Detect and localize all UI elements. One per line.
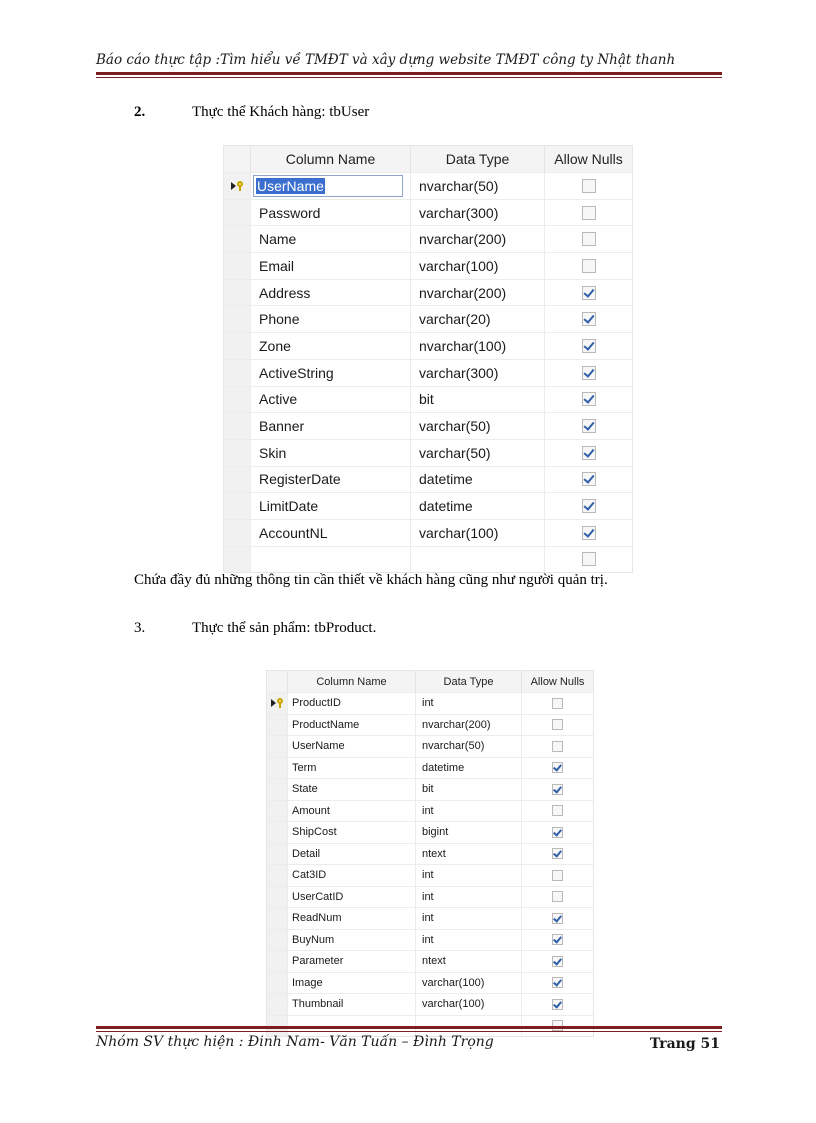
table-row[interactable] <box>267 757 593 779</box>
column-header-name[interactable]: Column Name <box>287 671 415 692</box>
data-type-cell[interactable] <box>410 547 544 573</box>
column-name-cell[interactable] <box>250 547 410 573</box>
data-type-cell[interactable]: varchar(100) <box>415 994 521 1015</box>
column-name-cell[interactable]: Cat3ID <box>287 865 415 886</box>
row-selector[interactable] <box>224 360 250 386</box>
column-name-cell[interactable]: ActiveString <box>250 360 410 386</box>
data-type-cell[interactable]: varchar(50) <box>410 440 544 466</box>
row-selector[interactable] <box>224 226 250 252</box>
row-selector[interactable] <box>267 736 287 757</box>
table-row[interactable] <box>224 172 632 199</box>
data-type-cell[interactable]: nvarchar(200) <box>415 715 521 736</box>
data-type-cell[interactable]: varchar(300) <box>410 360 544 386</box>
primary-key-icon <box>271 698 284 708</box>
table-body <box>267 692 593 1036</box>
allow-nulls-checkbox[interactable] <box>582 179 596 193</box>
column-header-nulls[interactable]: Allow Nulls <box>544 146 632 172</box>
allow-nulls-cell <box>521 908 593 929</box>
data-type-cell[interactable]: nvarchar(200) <box>410 280 544 306</box>
table-row[interactable] <box>267 864 593 886</box>
allow-nulls-cell <box>544 333 632 359</box>
column-name-cell[interactable]: Address <box>250 280 410 306</box>
column-name-cell[interactable]: UserCatID <box>287 887 415 908</box>
allow-nulls-cell <box>544 493 632 519</box>
allow-nulls-cell <box>521 865 593 886</box>
table-row[interactable] <box>224 466 632 493</box>
column-name-cell[interactable]: Zone <box>250 333 410 359</box>
column-name-cell[interactable]: LimitDate <box>250 493 410 519</box>
section-title: Thực thể Khách hàng: tbUser <box>192 104 370 120</box>
table-body <box>224 172 632 572</box>
data-type-cell[interactable]: bit <box>415 779 521 800</box>
row-selector[interactable] <box>267 908 287 929</box>
column-name-cell[interactable]: Thumbnail <box>287 994 415 1015</box>
allow-nulls-cell <box>521 693 593 714</box>
data-type-cell[interactable]: nvarchar(100) <box>410 333 544 359</box>
column-name-cell[interactable]: Amount <box>287 801 415 822</box>
table-designer-tbuser <box>223 145 633 573</box>
allow-nulls-checkbox[interactable] <box>582 312 596 326</box>
primary-key-icon <box>231 181 244 191</box>
data-type-cell[interactable]: varchar(100) <box>410 253 544 279</box>
allow-nulls-checkbox[interactable] <box>552 698 563 709</box>
allow-nulls-cell <box>544 387 632 413</box>
table-row[interactable] <box>224 412 632 439</box>
row-selector[interactable] <box>224 493 250 519</box>
table-row[interactable] <box>267 778 593 800</box>
table-row[interactable] <box>267 929 593 951</box>
footer-page-number: Trang 51 <box>649 1036 720 1052</box>
column-name-cell[interactable] <box>250 173 410 199</box>
row-selector[interactable] <box>267 951 287 972</box>
header-rule-thin <box>96 77 722 78</box>
allow-nulls-cell <box>544 413 632 439</box>
column-name-cell[interactable]: State <box>287 779 415 800</box>
data-type-cell[interactable]: varchar(300) <box>410 200 544 226</box>
table-header-row <box>224 146 632 172</box>
row-selector[interactable] <box>224 440 250 466</box>
allow-nulls-cell <box>521 887 593 908</box>
data-type-cell[interactable]: varchar(50) <box>410 413 544 439</box>
column-name-cell[interactable]: Password <box>250 200 410 226</box>
allow-nulls-checkbox[interactable] <box>582 446 596 460</box>
section-number: 3. <box>134 620 146 636</box>
column-name-cell[interactable]: Term <box>287 758 415 779</box>
allow-nulls-checkbox[interactable] <box>582 259 596 273</box>
data-type-cell[interactable]: varchar(100) <box>415 973 521 994</box>
row-selector[interactable] <box>267 758 287 779</box>
allow-nulls-checkbox[interactable] <box>552 977 563 988</box>
data-type-cell[interactable]: ntext <box>415 951 521 972</box>
allow-nulls-cell <box>544 520 632 546</box>
column-name-cell[interactable]: ProductID <box>287 693 415 714</box>
table-row[interactable] <box>224 305 632 332</box>
allow-nulls-checkbox[interactable] <box>552 956 563 967</box>
data-type-cell[interactable]: ntext <box>415 844 521 865</box>
table-row[interactable] <box>267 692 593 714</box>
footer-authors: Nhóm SV thực hiện : Đinh Nam- Văn Tuấn – Đình Trọng <box>96 1034 494 1050</box>
section-title: Thực thể sản phẩm: tbProduct. <box>192 620 377 636</box>
row-selector-header <box>267 671 287 692</box>
allow-nulls-cell <box>521 715 593 736</box>
row-selector[interactable] <box>267 973 287 994</box>
row-selector[interactable] <box>224 413 250 439</box>
row-selector[interactable] <box>224 200 250 226</box>
allow-nulls-cell <box>521 973 593 994</box>
column-header-type[interactable]: Data Type <box>415 671 521 692</box>
page-header: Báo cáo thực tập :Tìm hiểu về TMĐT và xây dựng website TMĐT công ty Nhật thanh <box>96 52 676 68</box>
allow-nulls-checkbox[interactable] <box>582 499 596 513</box>
allow-nulls-checkbox[interactable] <box>552 719 563 730</box>
allow-nulls-cell <box>521 758 593 779</box>
allow-nulls-cell <box>521 930 593 951</box>
header-rule-thick <box>96 72 722 75</box>
data-type-cell[interactable]: nvarchar(50) <box>410 173 544 199</box>
allow-nulls-checkbox[interactable] <box>582 392 596 406</box>
column-header-type[interactable]: Data Type <box>410 146 544 172</box>
row-selector[interactable] <box>267 693 287 714</box>
table-row[interactable] <box>267 972 593 994</box>
column-name-cell[interactable]: Parameter <box>287 951 415 972</box>
allow-nulls-cell <box>544 226 632 252</box>
table-row[interactable] <box>267 950 593 972</box>
table-row[interactable] <box>224 492 632 519</box>
allow-nulls-checkbox[interactable] <box>552 741 563 752</box>
table-designer-tbproduct <box>266 670 594 1037</box>
row-selector[interactable] <box>267 801 287 822</box>
allow-nulls-checkbox[interactable] <box>582 526 596 540</box>
column-name-cell[interactable]: Skin <box>250 440 410 466</box>
table-row[interactable] <box>224 199 632 226</box>
row-selector[interactable] <box>224 520 250 546</box>
row-selector[interactable] <box>267 865 287 886</box>
column-name-cell[interactable]: Phone <box>250 306 410 332</box>
row-selector[interactable] <box>267 930 287 951</box>
table-row[interactable] <box>224 279 632 306</box>
allow-nulls-checkbox[interactable] <box>582 552 596 566</box>
data-type-cell[interactable]: datetime <box>415 758 521 779</box>
column-name-cell[interactable]: Email <box>250 253 410 279</box>
table-row[interactable] <box>267 714 593 736</box>
table-row[interactable] <box>267 993 593 1015</box>
data-type-cell[interactable]: datetime <box>410 467 544 493</box>
table-row[interactable] <box>224 546 632 573</box>
data-type-cell[interactable]: int <box>415 908 521 929</box>
allow-nulls-cell <box>544 173 632 199</box>
allow-nulls-checkbox[interactable] <box>552 891 563 902</box>
table-row[interactable] <box>224 386 632 413</box>
data-type-cell[interactable]: datetime <box>410 493 544 519</box>
allow-nulls-checkbox[interactable] <box>552 848 563 859</box>
table-row[interactable] <box>267 907 593 929</box>
allow-nulls-checkbox[interactable] <box>552 913 563 924</box>
data-type-cell[interactable]: nvarchar(200) <box>410 226 544 252</box>
section-number: 2. <box>134 104 146 120</box>
column-name-cell[interactable]: ShipCost <box>287 822 415 843</box>
allow-nulls-cell <box>521 951 593 972</box>
allow-nulls-cell <box>521 736 593 757</box>
row-selector[interactable] <box>267 715 287 736</box>
description-paragraph: Chứa đầy đủ những thông tin cần thiết về khách hàng cũng như người quản trị. <box>134 572 608 588</box>
allow-nulls-checkbox[interactable] <box>552 805 563 816</box>
allow-nulls-cell <box>544 200 632 226</box>
allow-nulls-cell <box>521 844 593 865</box>
data-type-cell[interactable]: varchar(20) <box>410 306 544 332</box>
column-name-cell[interactable]: BuyNum <box>287 930 415 951</box>
column-name-cell[interactable]: AccountNL <box>250 520 410 546</box>
allow-nulls-checkbox[interactable] <box>582 419 596 433</box>
column-name-cell[interactable]: ProductName <box>287 715 415 736</box>
table-row[interactable] <box>267 886 593 908</box>
allow-nulls-cell <box>544 547 632 573</box>
allow-nulls-cell <box>544 280 632 306</box>
table-row[interactable] <box>224 225 632 252</box>
column-header-nulls[interactable]: Allow Nulls <box>521 671 593 692</box>
allow-nulls-cell <box>521 779 593 800</box>
row-selector[interactable] <box>267 887 287 908</box>
row-selector[interactable] <box>267 994 287 1015</box>
row-selector[interactable] <box>224 387 250 413</box>
row-selector[interactable] <box>224 280 250 306</box>
data-type-cell[interactable]: varchar(100) <box>410 520 544 546</box>
allow-nulls-cell <box>544 467 632 493</box>
allow-nulls-checkbox[interactable] <box>582 206 596 220</box>
table-row[interactable] <box>267 800 593 822</box>
allow-nulls-checkbox[interactable] <box>552 870 563 881</box>
data-type-cell[interactable]: nvarchar(50) <box>415 736 521 757</box>
row-selector[interactable] <box>224 547 250 573</box>
column-name-cell[interactable]: RegisterDate <box>250 467 410 493</box>
allow-nulls-checkbox[interactable] <box>552 784 563 795</box>
allow-nulls-checkbox[interactable] <box>552 762 563 773</box>
table-row[interactable] <box>224 359 632 386</box>
table-row[interactable] <box>267 735 593 757</box>
column-name-cell[interactable]: Detail <box>287 844 415 865</box>
row-selector[interactable] <box>224 467 250 493</box>
allow-nulls-checkbox[interactable] <box>582 286 596 300</box>
table-row[interactable] <box>224 252 632 279</box>
table-row[interactable] <box>224 519 632 546</box>
row-selector[interactable] <box>267 779 287 800</box>
column-name-editor[interactable] <box>253 175 403 197</box>
allow-nulls-cell <box>544 360 632 386</box>
allow-nulls-cell <box>544 253 632 279</box>
table-row[interactable] <box>224 332 632 359</box>
allow-nulls-checkbox[interactable] <box>582 232 596 246</box>
data-type-cell[interactable]: int <box>415 693 521 714</box>
column-name-cell[interactable]: Image <box>287 973 415 994</box>
row-selector[interactable] <box>267 822 287 843</box>
table-row[interactable] <box>224 439 632 466</box>
column-name-cell[interactable]: UserName <box>287 736 415 757</box>
data-type-cell[interactable]: int <box>415 865 521 886</box>
data-type-cell[interactable]: bit <box>410 387 544 413</box>
data-type-cell[interactable]: int <box>415 887 521 908</box>
row-selector[interactable] <box>224 173 250 199</box>
column-name-cell[interactable]: Name <box>250 226 410 252</box>
footer-rule-thin <box>96 1031 722 1032</box>
row-selector[interactable] <box>224 333 250 359</box>
allow-nulls-checkbox[interactable] <box>552 999 563 1010</box>
table-row[interactable] <box>267 843 593 865</box>
row-selector[interactable] <box>224 253 250 279</box>
row-selector-header <box>224 146 250 172</box>
allow-nulls-cell <box>521 822 593 843</box>
allow-nulls-checkbox[interactable] <box>552 827 563 838</box>
data-type-cell[interactable]: bigint <box>415 822 521 843</box>
column-name-cell[interactable]: Banner <box>250 413 410 439</box>
allow-nulls-cell <box>521 801 593 822</box>
footer-rule-thick <box>96 1026 722 1029</box>
selected-text: UserName <box>257 177 324 194</box>
allow-nulls-cell <box>544 306 632 332</box>
table-row[interactable] <box>267 821 593 843</box>
row-selector[interactable] <box>224 306 250 332</box>
column-header-name[interactable]: Column Name <box>250 146 410 172</box>
allow-nulls-checkbox[interactable] <box>582 339 596 353</box>
column-name-cell[interactable]: Active <box>250 387 410 413</box>
data-type-cell[interactable]: int <box>415 801 521 822</box>
allow-nulls-cell <box>521 994 593 1015</box>
allow-nulls-checkbox[interactable] <box>582 366 596 380</box>
table-header-row <box>267 671 593 692</box>
allow-nulls-checkbox[interactable] <box>552 934 563 945</box>
allow-nulls-cell <box>544 440 632 466</box>
data-type-cell[interactable]: int <box>415 930 521 951</box>
allow-nulls-checkbox[interactable] <box>582 472 596 486</box>
row-selector[interactable] <box>267 844 287 865</box>
column-name-cell[interactable]: ReadNum <box>287 908 415 929</box>
